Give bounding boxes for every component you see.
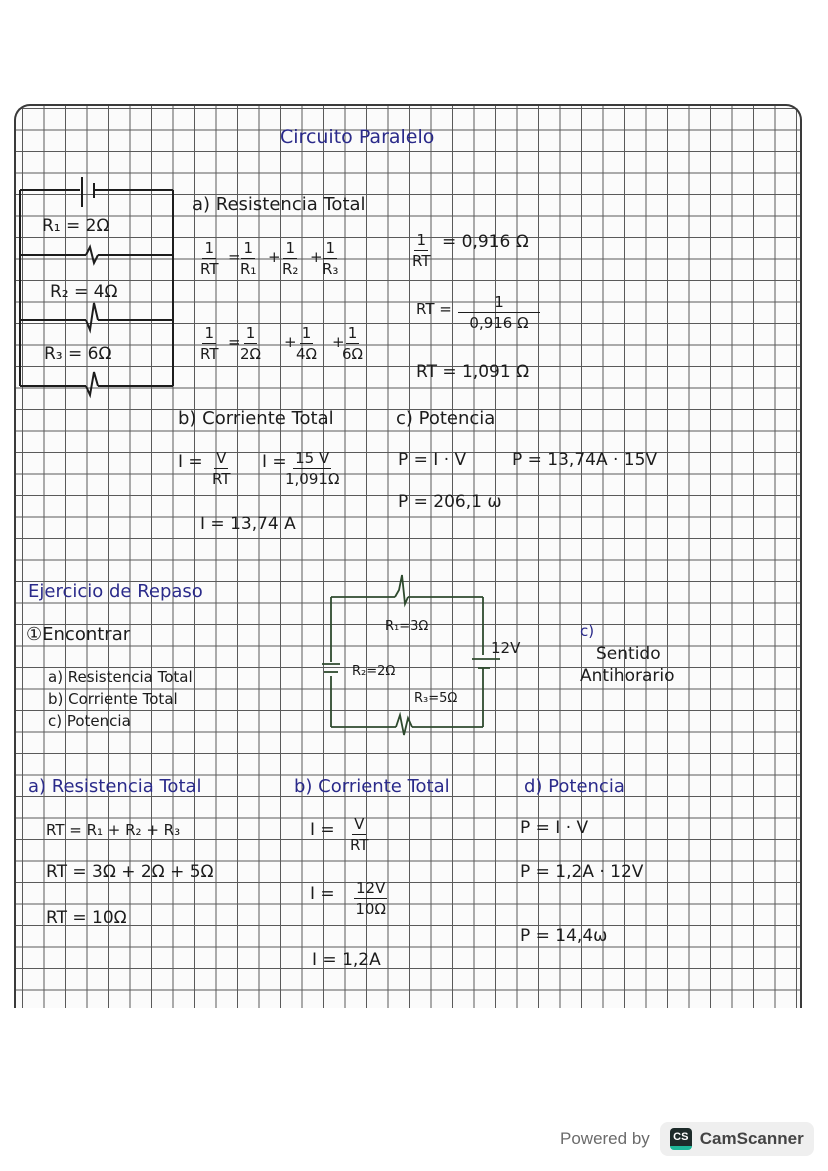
equals-sign: = <box>228 333 241 351</box>
denominator: RT <box>200 344 219 363</box>
resistor-r1-label: R₁ = 2Ω <box>42 216 110 236</box>
review-current-lhs: I = <box>310 820 335 840</box>
part-c-heading: c) Potencia <box>396 408 496 429</box>
denominator: RT <box>412 251 431 270</box>
numerator: 15 V <box>295 449 330 467</box>
series-r3-label: R₃=5Ω <box>414 691 458 706</box>
plus-sign: + <box>332 333 345 351</box>
denominator: 1,091Ω <box>285 469 340 488</box>
denominator: RT <box>350 835 369 854</box>
denominator: RT <box>200 259 219 278</box>
denominator: RT <box>212 469 231 488</box>
task-number: ① <box>26 624 43 645</box>
numerator: 1 <box>204 239 215 257</box>
inverse-value: = 0,916 Ω <box>442 232 529 252</box>
numerator: V <box>216 449 227 467</box>
numerator: 1 <box>204 324 215 342</box>
resistor-r3-label: R₃ = 6Ω <box>44 344 112 364</box>
numerator: 1 <box>301 324 312 342</box>
review-power-result: P = 14,4ω <box>520 926 608 946</box>
denominator: 6Ω <box>342 344 364 363</box>
denominator: 10Ω <box>355 899 386 918</box>
numerator: 1 <box>245 324 256 342</box>
numerator: 1 <box>416 231 427 249</box>
camscanner-brand: CamScanner <box>699 1129 804 1148</box>
plus-sign: + <box>310 248 323 266</box>
review-b-heading: b) Corriente Total <box>294 776 450 797</box>
direction-line2: Antihorario <box>580 666 675 686</box>
review-current-result: I = 1,2A <box>312 950 381 970</box>
denominator: 0,916 Ω <box>469 313 529 332</box>
direction-line1: Sentido <box>596 644 661 664</box>
review-power-substituted: P = 1,2A · 12V <box>520 862 644 882</box>
series-substituted: RT = 3Ω + 2Ω + 5Ω <box>46 862 214 882</box>
part-b-heading: b) Corriente Total <box>178 408 334 429</box>
review-d-heading: d) Potencia <box>524 776 625 797</box>
current-lhs-substituted: I = <box>262 452 287 472</box>
camscanner-logo-icon: CS <box>670 1128 692 1150</box>
series-result: RT = 10Ω <box>46 908 127 928</box>
denominator: R₂ <box>282 259 299 278</box>
page-title: Circuito Paralelo <box>280 126 435 148</box>
review-heading: Ejercicio de Repaso <box>28 581 203 602</box>
denominator: R₁ <box>240 259 257 278</box>
denominator: 4Ω <box>296 344 318 363</box>
task-item: c) Potencia <box>48 712 131 730</box>
power-formula: P = I · V <box>398 450 467 470</box>
numerator: 12V <box>356 879 386 897</box>
review-current-lhs-sub: I = <box>310 884 335 904</box>
camscanner-badge <box>660 1122 814 1156</box>
series-r2-label: R₂=2Ω <box>352 664 396 679</box>
part-a-heading: a) Resistencia Total <box>192 194 366 215</box>
task-label: Encontrar <box>42 624 131 645</box>
series-formula: RT = R₁ + R₂ + R₃ <box>46 821 181 839</box>
rt-result: RT = 1,091 Ω <box>416 362 530 382</box>
voltage-label: 12V <box>491 639 521 657</box>
numerator: 1 <box>285 239 295 257</box>
plus-sign: + <box>284 333 297 351</box>
resistor-r2-label: R₂ = 4Ω <box>50 282 118 302</box>
current-lhs: I = <box>178 452 203 472</box>
plus-sign: + <box>268 248 281 266</box>
task-item: a) Resistencia Total <box>48 668 193 686</box>
numerator: 1 <box>347 324 358 342</box>
numerator: 1 <box>458 294 540 313</box>
task-item: b) Corriente Total <box>48 690 178 708</box>
review-a-heading: a) Resistencia Total <box>28 776 202 797</box>
numerator: 1 <box>325 239 335 257</box>
power-substituted: P = 13,74A · 15V <box>512 450 658 470</box>
power-result: P = 206,1 ω <box>398 492 502 512</box>
current-result: I = 13,74 A <box>200 514 296 534</box>
direction-label: c) <box>580 622 595 640</box>
rt-lhs: RT = <box>416 300 452 318</box>
numerator: 1 <box>243 239 253 257</box>
equals-sign: = <box>228 248 241 266</box>
camscanner-watermark <box>560 1122 814 1156</box>
review-power-formula: P = I · V <box>520 818 589 838</box>
numerator: V <box>354 815 365 833</box>
denominator: R₃ <box>322 259 339 278</box>
powered-by-label: Powered by <box>560 1129 650 1148</box>
denominator: 2Ω <box>240 344 262 363</box>
series-r1-label: R₁=3Ω <box>385 619 429 634</box>
